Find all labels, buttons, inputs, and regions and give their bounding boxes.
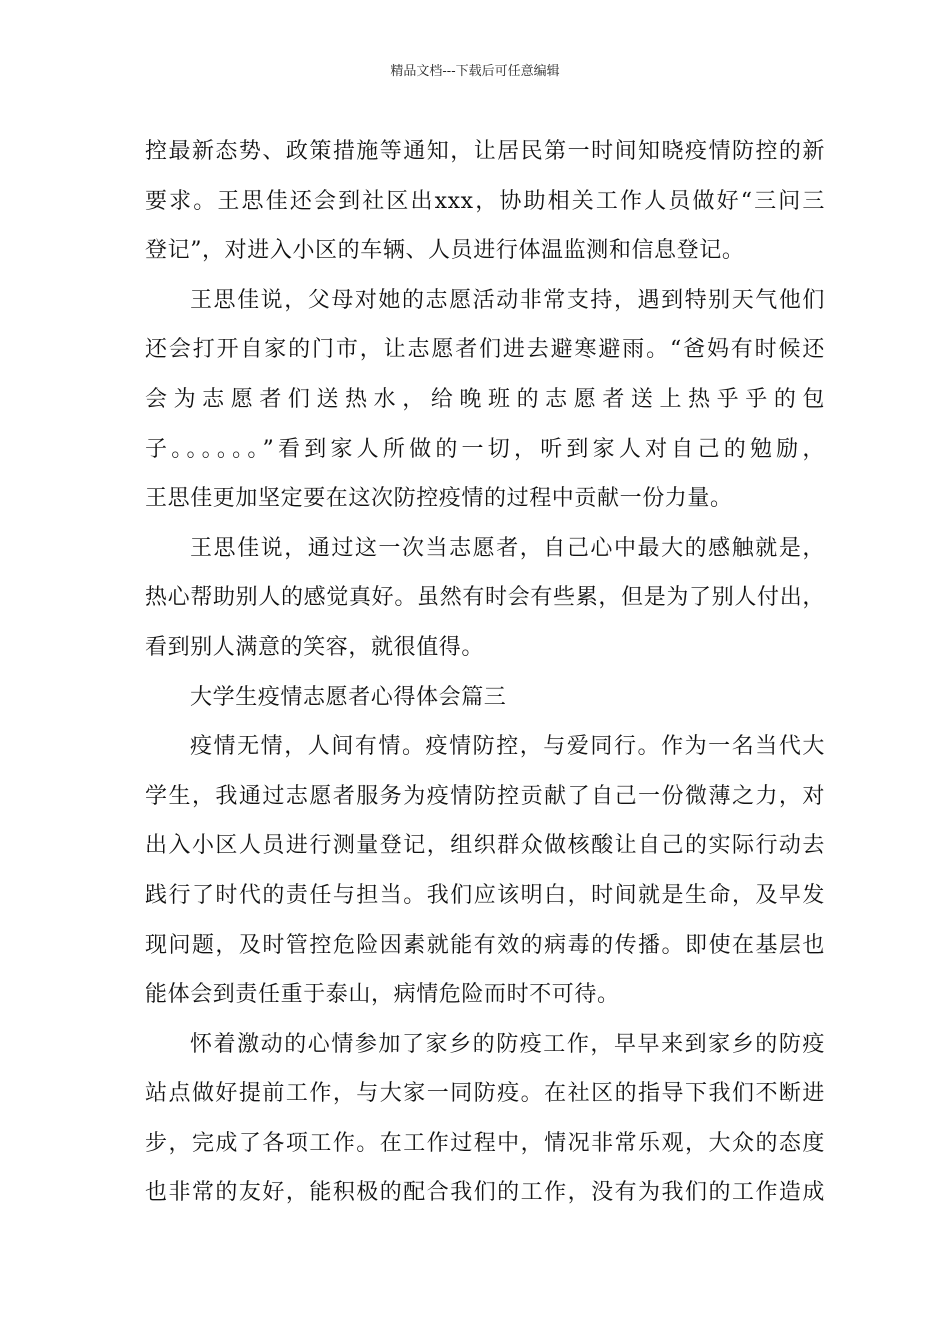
text-line: 现问题，及时管控危险因素就能有效的病毒的传播。即使在基层也 (145, 932, 825, 958)
text-line: 子。。。。。。”看到家人所做的一切，听到家人对自己的勉励， (145, 436, 825, 462)
paragraph-first-line: 王思佳说，通过这一次当志愿者，自己心中最大的感触就是， (190, 535, 825, 561)
text-line: 能体会到责任重于泰山，病情危险而时不可待。 (145, 982, 620, 1008)
text-line: 出入小区人员进行测量登记，组织群众做核酸让自己的实际行动去 (145, 833, 825, 859)
document-body (145, 127, 825, 1218)
text-line: 学生，我通过志愿者服务为疫情防控贡献了自己一份微薄之力，对 (145, 783, 825, 809)
paragraph-first-line: 王思佳说，父母对她的志愿活动非常支持，遇到特别天气他们 (190, 287, 825, 313)
text-line: 还会打开自家的门市，让志愿者们进去避寒避雨。“爸妈有时候还 (145, 337, 825, 363)
section-heading: 大学生疫情志愿者心得体会篇三 (190, 684, 507, 710)
text-line: 登记”，对进入小区的车辆、人员进行体温监测和信息登记。 (145, 238, 745, 264)
text-line: 也非常的友好，能积极的配合我们的工作，没有为我们的工作造成 (145, 1180, 825, 1206)
text-line: 热心帮助别人的感觉真好。虽然有时会有些累，但是为了别人付出， (145, 585, 825, 611)
text-line: 要求。王思佳还会到社区出xxx，协助相关工作人员做好“三问三 (145, 188, 825, 214)
text-line: 控最新态势、政策措施等通知，让居民第一时间知晓疫情防控的新 (145, 139, 825, 164)
text-line: 看到别人满意的笑容，就很值得。 (145, 634, 485, 660)
page-header: 精品文档---下载后可任意编辑 (390, 64, 560, 79)
paragraph-first-line: 怀着激动的心情参加了家乡的防疫工作，早早来到家乡的防疫 (190, 1031, 825, 1057)
text-line: 王思佳更加坚定要在这次防控疫情的过程中贡献一份力量。 (145, 486, 733, 512)
text-line: 站点做好提前工作，与大家一同防疫。在社区的指导下我们不断进 (145, 1081, 825, 1107)
text-line: 践行了时代的责任与担当。我们应该明白，时间就是生命，及早发 (145, 882, 825, 908)
text-line: 会为志愿者们送热水，给晚班的志愿者送上热乎乎的包 (145, 386, 825, 412)
text-line: 步，完成了各项工作。在工作过程中，情况非常乐观，大众的态度 (145, 1130, 825, 1156)
paragraph-first-line: 疫情无情，人间有情。疫情防控，与爱同行。作为一名当代大 (190, 734, 825, 760)
